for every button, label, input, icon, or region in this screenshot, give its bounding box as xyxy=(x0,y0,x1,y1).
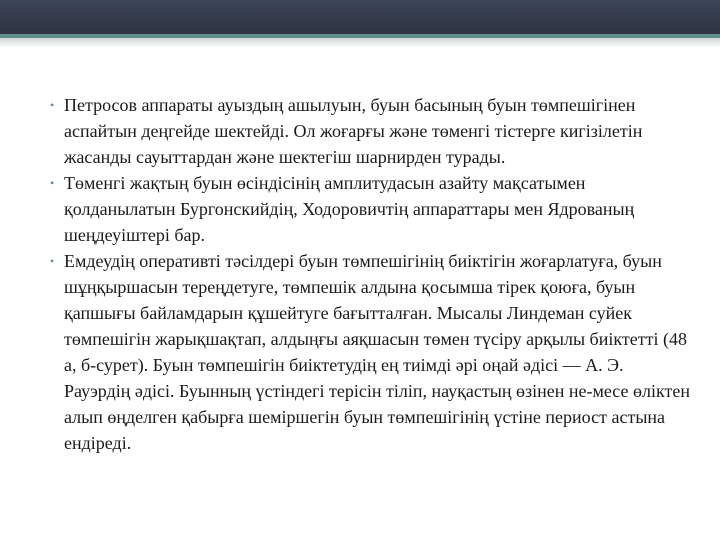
bullet-icon: • xyxy=(50,98,55,112)
bullet-item xyxy=(50,248,690,456)
bullet-icon: • xyxy=(50,176,55,190)
slide-top-bar xyxy=(0,0,720,34)
bullet-text: Емдеудің оперативті тәсілдері буын төмпешігінің биіктігін жоғарлатуға, буын шұңқыршасын тереңдетуге, төмпешік алдына қосымша тірек қоюға, буын қапшығы байламдарын құшейтуге бағытталған. Мысалы Линдеман суйек төмпешігін жарықшақтап, алдыңғы аяқшасын төмен түсіру арқылы биіктетті (48 а, б-сурет). Буын төмпешігін биіктетудің ең тиімді әрі оңай әдісі — А. Э. Рауэрдің әдісі. Буынның үстіндегі терісін тіліп, науқастың өзінен не-месе өліктен алып өңделген қабырға шеміршегін буын төмпешігінің үстіне периост астына ендіреді. xyxy=(64,251,690,453)
bullet-text: Төменгі жақтың буын өсіндісінің амплитудасын азайту мақсатымен қолданылатын Бургонскийдің, Ходоровичтің аппараттары мен Ядрованың шеңдеуіштері бар. xyxy=(64,173,635,245)
slide-accent-shadow xyxy=(0,38,720,48)
bullet-item xyxy=(50,92,690,170)
bullet-text: Петросов аппараты ауыздың ашылуын, буын басының буын төмпешігінен аспайтын деңгейде шектейді. Ол жоғарғы және төменгі тістерге кигізілетін жасанды сауыттардан және шектегіш шарнирден турады. xyxy=(64,95,643,167)
bullet-item xyxy=(50,170,690,248)
bullet-icon: • xyxy=(50,254,55,268)
slide-body xyxy=(50,92,690,456)
